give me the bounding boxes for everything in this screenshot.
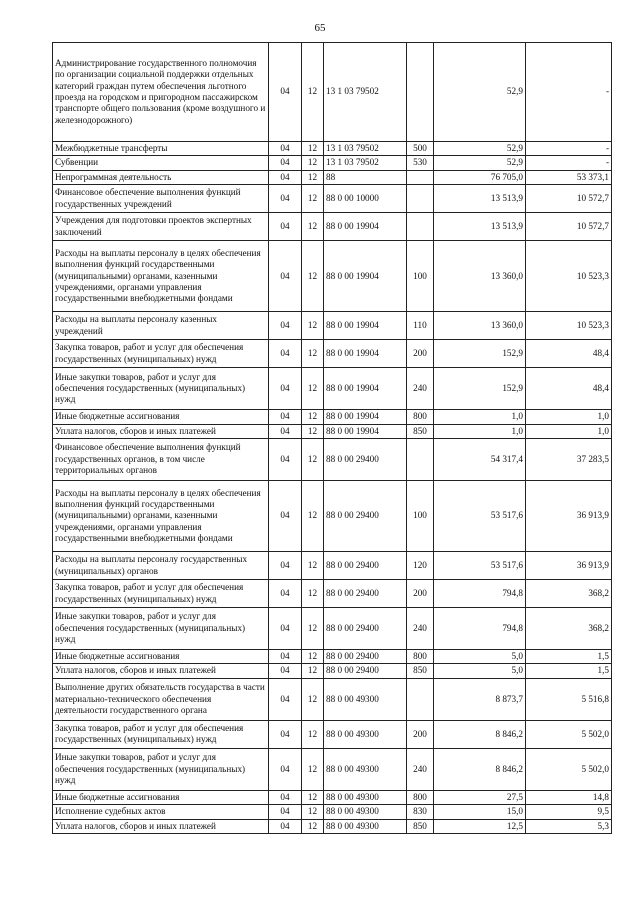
row-expense-type: 200	[407, 340, 434, 368]
row-section: 04	[269, 312, 302, 340]
row-section: 04	[269, 552, 302, 580]
table-row	[53, 720, 612, 748]
row-value-actual: 10 572,7	[526, 185, 612, 213]
row-target-article: 88 0 00 10000	[324, 185, 407, 213]
row-subsection: 12	[302, 213, 324, 241]
row-name: Уплата налогов, сборов и иных платежей	[53, 819, 269, 833]
row-value-actual: 368,2	[526, 580, 612, 608]
row-subsection: 12	[302, 170, 324, 184]
row-target-article: 88 0 00 29400	[324, 650, 407, 664]
table-row	[53, 481, 612, 552]
table-row	[53, 424, 612, 438]
row-expense-type: 240	[407, 368, 434, 410]
row-expense-type: 850	[407, 819, 434, 833]
row-expense-type: 830	[407, 805, 434, 819]
row-section: 04	[269, 481, 302, 552]
row-value-plan: 52,9	[434, 142, 526, 156]
row-value-actual: 368,2	[526, 608, 612, 650]
row-value-actual: 5,3	[526, 819, 612, 833]
row-name: Межбюджетные трансферты	[53, 142, 269, 156]
row-name: Исполнение судебных актов	[53, 805, 269, 819]
row-subsection: 12	[302, 819, 324, 833]
row-value-plan: 52,9	[434, 156, 526, 170]
row-name: Уплата налогов, сборов и иных платежей	[53, 664, 269, 678]
row-value-actual: 5 502,0	[526, 720, 612, 748]
row-subsection: 12	[302, 580, 324, 608]
row-value-plan: 5,0	[434, 664, 526, 678]
row-section: 04	[269, 748, 302, 790]
row-target-article: 88 0 00 49300	[324, 790, 407, 804]
row-value-plan: 52,9	[434, 43, 526, 142]
row-name: Иные бюджетные ассигнования	[53, 410, 269, 424]
row-value-actual: 1,0	[526, 410, 612, 424]
table-row	[53, 185, 612, 213]
row-section: 04	[269, 368, 302, 410]
row-section: 04	[269, 424, 302, 438]
row-target-article: 88 0 00 49300	[324, 678, 407, 720]
row-subsection: 12	[302, 142, 324, 156]
row-target-article: 88 0 00 19904	[324, 312, 407, 340]
row-value-actual: 53 373,1	[526, 170, 612, 184]
row-value-plan: 12,5	[434, 819, 526, 833]
row-value-plan: 76 705,0	[434, 170, 526, 184]
row-section: 04	[269, 720, 302, 748]
row-subsection: 12	[302, 340, 324, 368]
row-subsection: 12	[302, 185, 324, 213]
row-subsection: 12	[302, 664, 324, 678]
row-name: Расходы на выплаты персоналу в целях обеспечения выполнения функций государственными (муниципальными) органами, казенными учреждениями, органами управления государственными внебюджетными фондами	[53, 481, 269, 552]
row-name: Расходы на выплаты персоналу в целях обеспечения выполнения функций государственными (муниципальными) органами, казенными учреждениями, органами управления государственными внебюджетными фондами	[53, 241, 269, 312]
row-expense-type: 800	[407, 790, 434, 804]
row-expense-type: 200	[407, 720, 434, 748]
table-row	[53, 650, 612, 664]
row-section: 04	[269, 43, 302, 142]
row-name: Уплата налогов, сборов и иных платежей	[53, 424, 269, 438]
row-subsection: 12	[302, 481, 324, 552]
row-name: Расходы на выплаты персоналу государственных (муниципальных) органов	[53, 552, 269, 580]
row-subsection: 12	[302, 608, 324, 650]
page-number: 65	[314, 22, 326, 34]
row-value-actual: 10 572,7	[526, 213, 612, 241]
row-section: 04	[269, 213, 302, 241]
row-expense-type: 240	[407, 748, 434, 790]
row-value-actual: 5 502,0	[526, 748, 612, 790]
row-subsection: 12	[302, 650, 324, 664]
row-target-article: 88 0 00 29400	[324, 481, 407, 552]
table-row	[53, 368, 612, 410]
row-target-article: 88 0 00 29400	[324, 580, 407, 608]
row-value-actual: -	[526, 156, 612, 170]
row-name: Учреждения для подготовки проектов экспертных заключений	[53, 213, 269, 241]
row-section: 04	[269, 156, 302, 170]
row-expense-type: 800	[407, 410, 434, 424]
row-section: 04	[269, 580, 302, 608]
row-target-article: 13 1 03 79502	[324, 142, 407, 156]
row-value-actual: 10 523,3	[526, 241, 612, 312]
table-row	[53, 213, 612, 241]
row-subsection: 12	[302, 424, 324, 438]
row-value-plan: 152,9	[434, 340, 526, 368]
row-target-article: 88 0 00 19904	[324, 410, 407, 424]
row-value-actual: 10 523,3	[526, 312, 612, 340]
row-value-plan: 53 517,6	[434, 552, 526, 580]
row-expense-type: 850	[407, 664, 434, 678]
table-row	[53, 552, 612, 580]
row-name: Финансовое обеспечение выполнения функций государственных органов, в том числе территориальных органов	[53, 439, 269, 481]
row-subsection: 12	[302, 720, 324, 748]
row-name: Иные закупки товаров, работ и услуг для обеспечения государственных (муниципальных) нужд	[53, 748, 269, 790]
row-subsection: 12	[302, 368, 324, 410]
row-value-plan: 794,8	[434, 608, 526, 650]
budget-table	[52, 42, 612, 834]
row-expense-type	[407, 439, 434, 481]
row-target-article: 88 0 00 49300	[324, 805, 407, 819]
row-target-article: 13 1 03 79502	[324, 43, 407, 142]
row-section: 04	[269, 650, 302, 664]
row-name: Финансовое обеспечение выполнения функций государственных учреждений	[53, 185, 269, 213]
row-section: 04	[269, 340, 302, 368]
row-value-plan: 5,0	[434, 650, 526, 664]
row-value-actual: -	[526, 43, 612, 142]
row-expense-type: 110	[407, 312, 434, 340]
row-section: 04	[269, 819, 302, 833]
row-value-plan: 794,8	[434, 580, 526, 608]
row-value-actual: 48,4	[526, 368, 612, 410]
table-row	[53, 241, 612, 312]
row-target-article: 88 0 00 19904	[324, 424, 407, 438]
row-section: 04	[269, 241, 302, 312]
row-target-article: 88 0 00 29400	[324, 439, 407, 481]
row-target-article: 88 0 00 49300	[324, 720, 407, 748]
row-value-plan: 8 873,7	[434, 678, 526, 720]
row-subsection: 12	[302, 312, 324, 340]
row-section: 04	[269, 170, 302, 184]
table-row	[53, 790, 612, 804]
row-section: 04	[269, 790, 302, 804]
row-section: 04	[269, 678, 302, 720]
row-value-plan: 1,0	[434, 410, 526, 424]
row-name: Администрирование государственного полномочия по организации социальной поддержки отдельных категорий граждан путем обеспечения льготного проезда на городском и пригородном пассажирском транспорте общего пользования (кроме воздушного и железнодорожного)	[53, 43, 269, 142]
row-name: Расходы на выплаты персоналу казенных учреждений	[53, 312, 269, 340]
row-expense-type	[407, 213, 434, 241]
row-expense-type	[407, 170, 434, 184]
row-value-plan: 13 360,0	[434, 241, 526, 312]
row-value-actual: 36 913,9	[526, 552, 612, 580]
row-value-plan: 8 846,2	[434, 720, 526, 748]
row-expense-type: 100	[407, 481, 434, 552]
row-value-actual: 5 516,8	[526, 678, 612, 720]
row-target-article: 88 0 00 19904	[324, 340, 407, 368]
row-target-article: 88 0 00 29400	[324, 608, 407, 650]
row-expense-type	[407, 185, 434, 213]
row-value-actual: 14,8	[526, 790, 612, 804]
row-target-article: 88 0 00 49300	[324, 819, 407, 833]
row-expense-type: 800	[407, 650, 434, 664]
row-name: Иные бюджетные ассигнования	[53, 790, 269, 804]
table-row	[53, 819, 612, 833]
row-name: Иные бюджетные ассигнования	[53, 650, 269, 664]
row-target-article: 88	[324, 170, 407, 184]
row-expense-type: 120	[407, 552, 434, 580]
table-row	[53, 156, 612, 170]
row-value-plan: 53 517,6	[434, 481, 526, 552]
row-section: 04	[269, 664, 302, 678]
row-subsection: 12	[302, 43, 324, 142]
row-value-plan: 13 513,9	[434, 213, 526, 241]
row-target-article: 88 0 00 29400	[324, 552, 407, 580]
row-subsection: 12	[302, 678, 324, 720]
row-subsection: 12	[302, 410, 324, 424]
budget-table-body	[53, 43, 612, 834]
row-target-article: 88 0 00 29400	[324, 664, 407, 678]
row-value-plan: 13 513,9	[434, 185, 526, 213]
row-target-article: 88 0 00 49300	[324, 748, 407, 790]
row-name: Закупка товаров, работ и услуг для обеспечения государственных (муниципальных) нужд	[53, 580, 269, 608]
row-value-plan: 54 317,4	[434, 439, 526, 481]
table-row	[53, 340, 612, 368]
table-row	[53, 805, 612, 819]
row-expense-type	[407, 678, 434, 720]
table-row	[53, 580, 612, 608]
row-subsection: 12	[302, 805, 324, 819]
row-subsection: 12	[302, 156, 324, 170]
row-value-actual: -	[526, 142, 612, 156]
row-value-plan: 27,5	[434, 790, 526, 804]
row-value-actual: 1,0	[526, 424, 612, 438]
row-name: Закупка товаров, работ и услуг для обеспечения государственных (муниципальных) нужд	[53, 720, 269, 748]
row-name: Закупка товаров, работ и услуг для обеспечения государственных (муниципальных) нужд	[53, 340, 269, 368]
row-value-actual: 1,5	[526, 664, 612, 678]
table-row	[53, 43, 612, 142]
row-subsection: 12	[302, 439, 324, 481]
row-value-plan: 8 846,2	[434, 748, 526, 790]
table-row	[53, 608, 612, 650]
row-section: 04	[269, 142, 302, 156]
row-subsection: 12	[302, 552, 324, 580]
row-value-actual: 37 283,5	[526, 439, 612, 481]
row-value-plan: 152,9	[434, 368, 526, 410]
table-row	[53, 664, 612, 678]
row-value-plan: 1,0	[434, 424, 526, 438]
row-name: Выполнение других обязательств государства в части материально-технического обеспечения деятельности государственного органа	[53, 678, 269, 720]
row-expense-type: 500	[407, 142, 434, 156]
row-expense-type: 530	[407, 156, 434, 170]
row-expense-type	[407, 43, 434, 142]
row-value-plan: 15,0	[434, 805, 526, 819]
row-name: Непрограммная деятельность	[53, 170, 269, 184]
row-expense-type: 240	[407, 608, 434, 650]
row-section: 04	[269, 439, 302, 481]
row-section: 04	[269, 410, 302, 424]
table-row	[53, 142, 612, 156]
row-value-actual: 1,5	[526, 650, 612, 664]
row-value-actual: 48,4	[526, 340, 612, 368]
row-section: 04	[269, 805, 302, 819]
row-target-article: 88 0 00 19904	[324, 368, 407, 410]
row-name: Иные закупки товаров, работ и услуг для обеспечения государственных (муниципальных) нужд	[53, 368, 269, 410]
table-row	[53, 410, 612, 424]
row-target-article: 88 0 00 19904	[324, 241, 407, 312]
row-expense-type: 200	[407, 580, 434, 608]
row-subsection: 12	[302, 790, 324, 804]
row-value-actual: 36 913,9	[526, 481, 612, 552]
row-value-actual: 9,5	[526, 805, 612, 819]
row-subsection: 12	[302, 241, 324, 312]
row-subsection: 12	[302, 748, 324, 790]
table-row	[53, 678, 612, 720]
row-target-article: 13 1 03 79502	[324, 156, 407, 170]
row-expense-type: 850	[407, 424, 434, 438]
row-section: 04	[269, 185, 302, 213]
row-target-article: 88 0 00 19904	[324, 213, 407, 241]
row-name: Иные закупки товаров, работ и услуг для обеспечения государственных (муниципальных) нужд	[53, 608, 269, 650]
row-name: Субвенции	[53, 156, 269, 170]
table-row	[53, 439, 612, 481]
table-row	[53, 170, 612, 184]
table-row	[53, 748, 612, 790]
row-value-plan: 13 360,0	[434, 312, 526, 340]
table-row	[53, 312, 612, 340]
row-expense-type: 100	[407, 241, 434, 312]
row-section: 04	[269, 608, 302, 650]
